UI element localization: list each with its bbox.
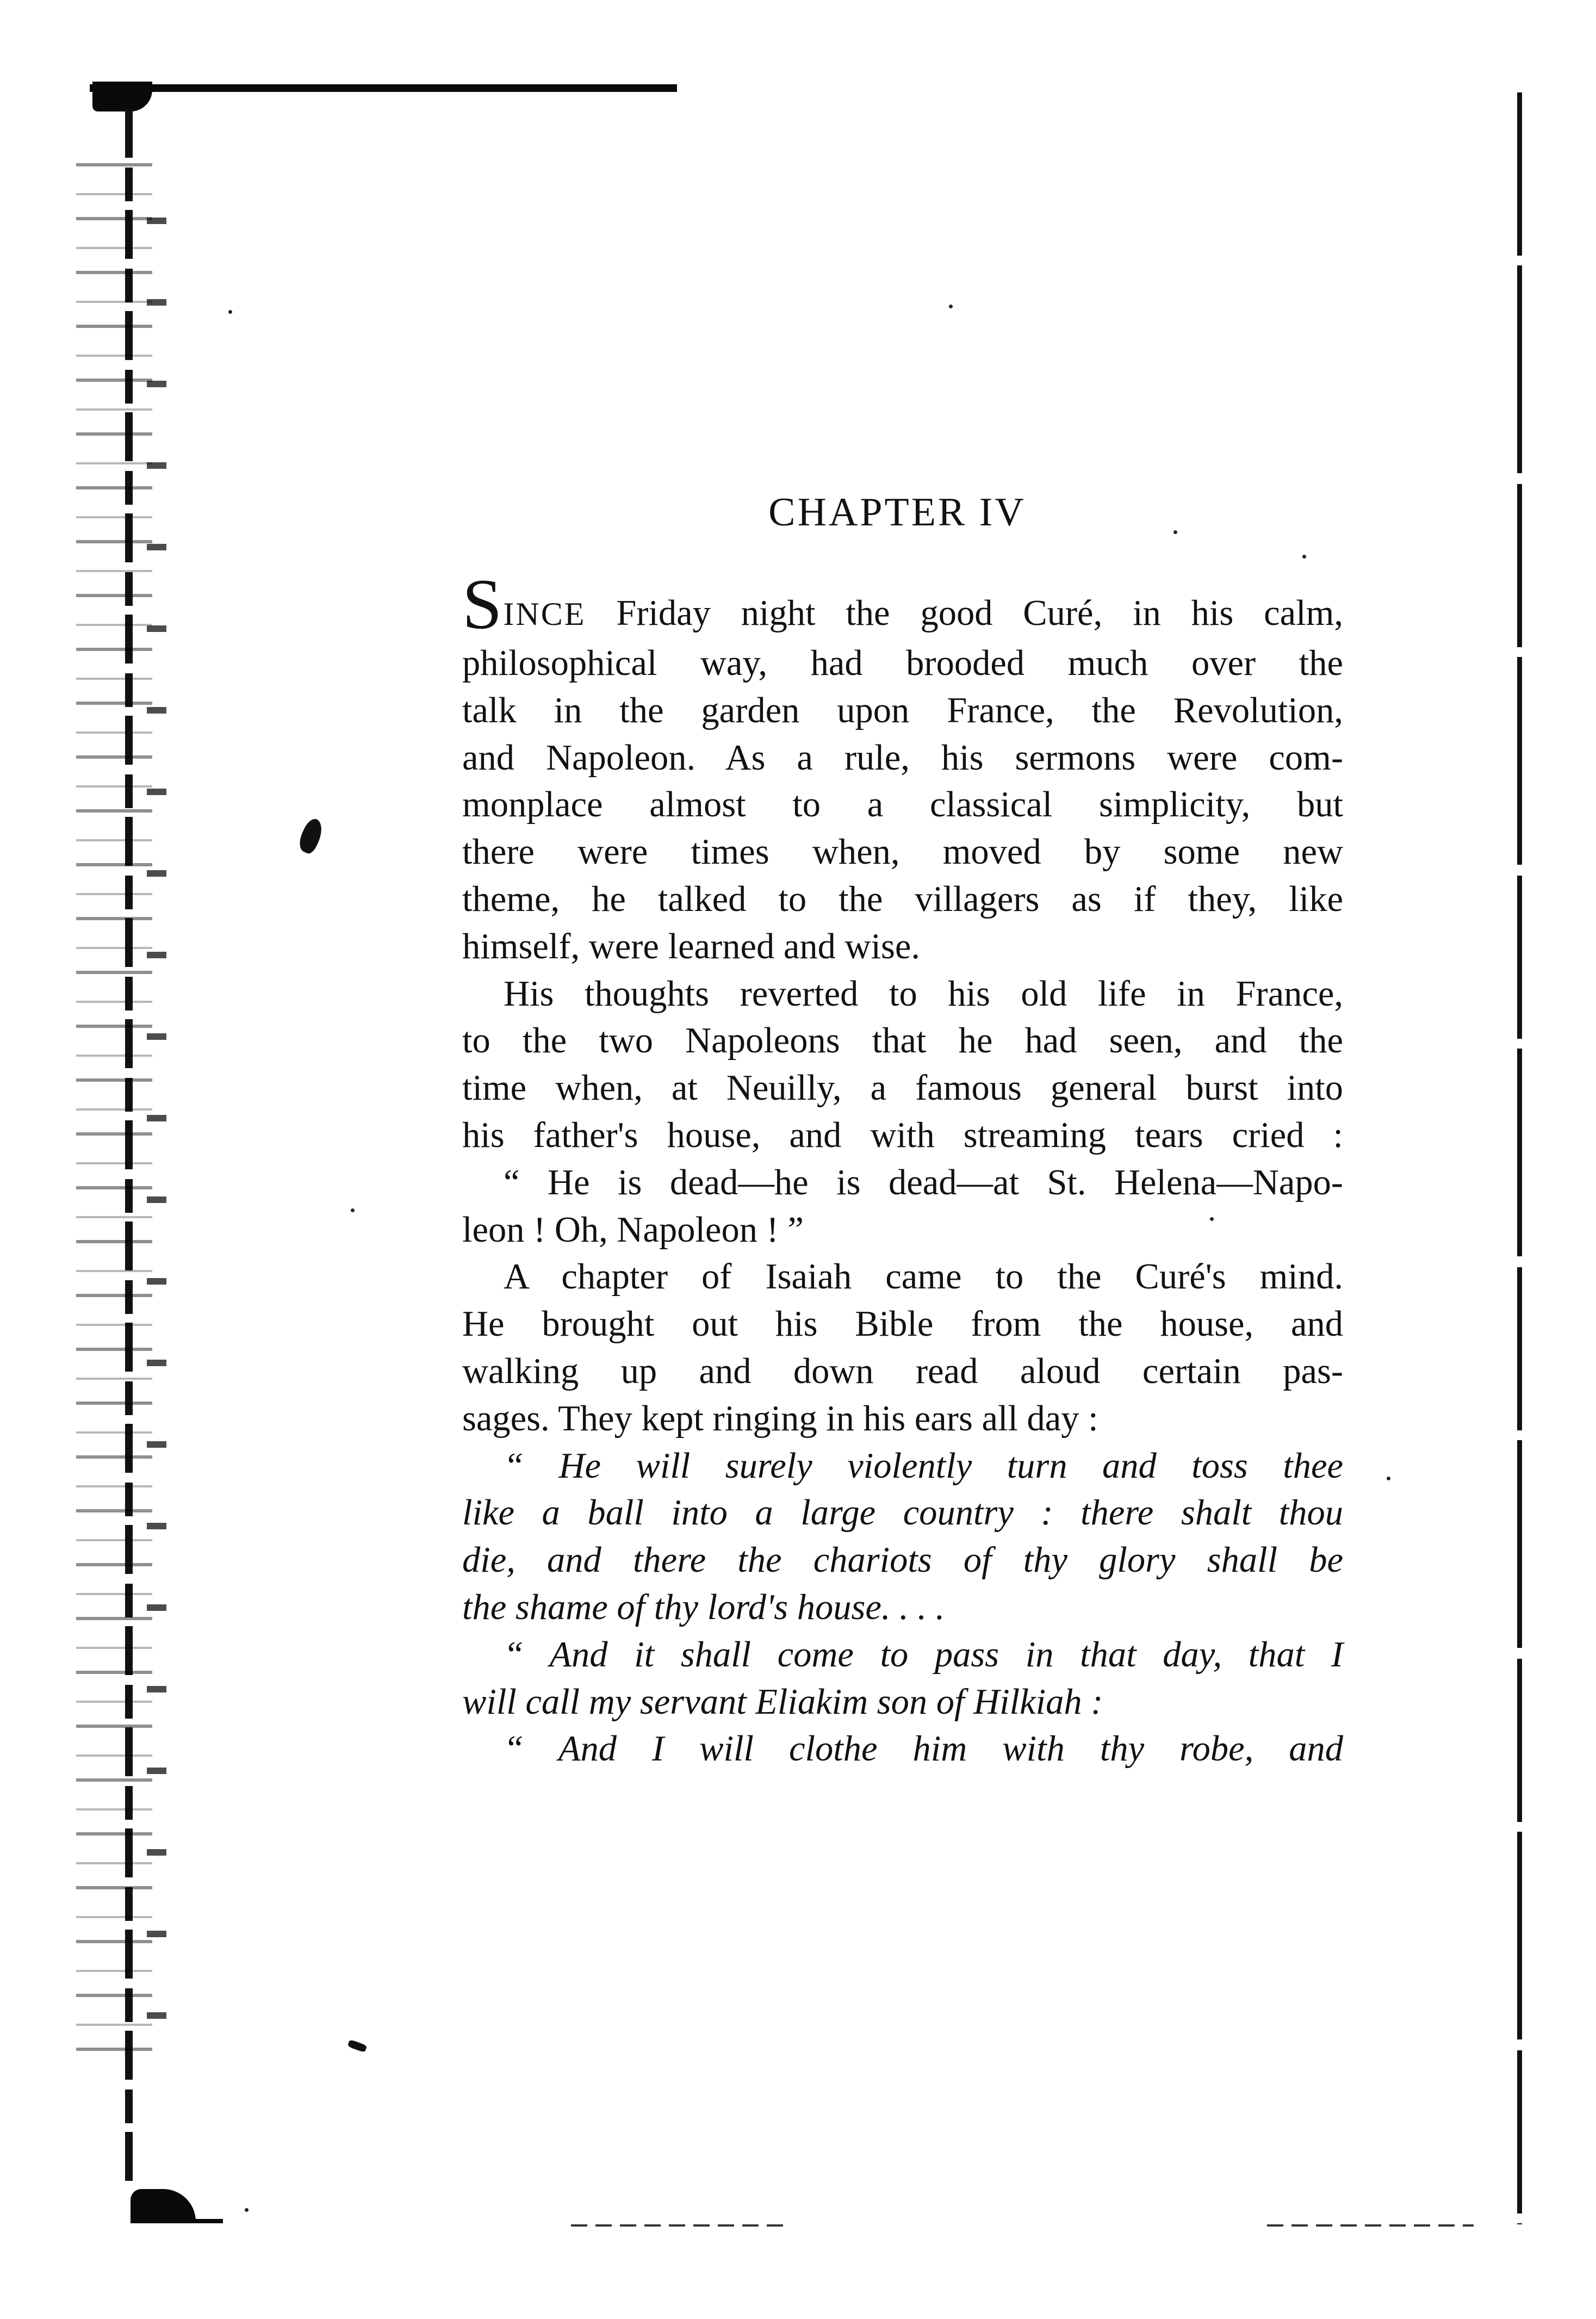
text-line: to the two Napoleons that he had seen, and the — [462, 1021, 1343, 1061]
text-line: “ And I will clothe him with thy robe, and — [504, 1729, 1343, 1769]
scan-speck — [949, 305, 953, 308]
body-text — [462, 564, 1343, 1773]
scan-speck — [245, 2208, 249, 2212]
paragraph — [462, 971, 1343, 1160]
scan-speck — [1302, 555, 1306, 559]
scan-speck — [351, 1208, 355, 1212]
text-line: there were times when, moved by some new — [462, 832, 1343, 872]
text-line: “ He will surely violently turn and toss thee — [504, 1446, 1343, 1486]
scripture-quote — [462, 1726, 1343, 1773]
text-line: the shame of thy lord's house. . . . — [462, 1587, 945, 1627]
text-line: time when, at Neuilly, a famous general burst into — [462, 1068, 1343, 1108]
scan-speck — [1387, 1477, 1390, 1480]
scripture-quote — [462, 1443, 1343, 1632]
scan-border-top — [90, 84, 677, 92]
scan-bottom-dashes — [1267, 2224, 1474, 2227]
text-line — [462, 564, 1343, 644]
scan-binding-noise-inner — [147, 179, 166, 2029]
text-line: will call my servant Eliakim son of Hilkiah : — [462, 1682, 1103, 1722]
text-line: and Napoleon. As a rule, his sermons were com- — [462, 737, 1343, 778]
scan-border-right — [1517, 92, 1522, 2224]
scripture-quote — [462, 1632, 1343, 1726]
text-line: A chapter of Isaiah came to the Curé's mind. — [504, 1257, 1343, 1297]
paragraph — [462, 1254, 1343, 1442]
small-caps-word: INCE — [503, 596, 586, 632]
text-line: He brought out his Bible from the house, and — [462, 1304, 1343, 1344]
scan-binding-noise — [76, 141, 152, 2078]
ink-blot — [295, 816, 327, 855]
scan-border-corner — [92, 82, 152, 111]
paragraph — [462, 1160, 1343, 1254]
text-line: “ He is dead—he is dead—at St. Helena—Napo- — [504, 1162, 1343, 1202]
chapter-title: CHAPTER IV — [768, 490, 1026, 535]
drop-cap: S — [462, 564, 502, 644]
text-line: philosophical way, had brooded much over the — [462, 643, 1343, 683]
text-line: His thoughts reverted to his old life in France, — [504, 974, 1343, 1014]
text-line: himself, were learned and wise. — [462, 926, 920, 966]
text-line: his father's house, and with streaming tears cried : — [462, 1115, 1343, 1155]
text-line: leon ! Oh, Napoleon ! ” — [462, 1210, 804, 1250]
scan-speck — [228, 310, 232, 314]
text-line: die, and there the chariots of thy glory shall be — [462, 1540, 1343, 1580]
text-line: walking up and down read aloud certain pas- — [462, 1351, 1343, 1391]
text-line: like a ball into a large country : there shalt thou — [462, 1493, 1343, 1533]
text-line: theme, he talked to the villagers as if they, like — [462, 879, 1343, 919]
text-line: talk in the garden upon France, the Revolution, — [462, 690, 1343, 730]
scan-border-bottom-corner — [131, 2189, 196, 2222]
text-line: monplace almost to a classical simplicity, but — [462, 785, 1343, 825]
paragraph — [462, 564, 1343, 971]
text-line-content: Friday night the good Curé, in his calm, — [586, 593, 1343, 633]
text-line: “ And it shall come to pass in that day, that I — [504, 1634, 1343, 1675]
scan-border-bottom — [131, 2219, 223, 2223]
scan-bottom-dashes — [571, 2224, 788, 2227]
text-line: sages. They kept ringing in his ears all day : — [462, 1398, 1098, 1438]
ink-blot — [347, 2039, 368, 2053]
